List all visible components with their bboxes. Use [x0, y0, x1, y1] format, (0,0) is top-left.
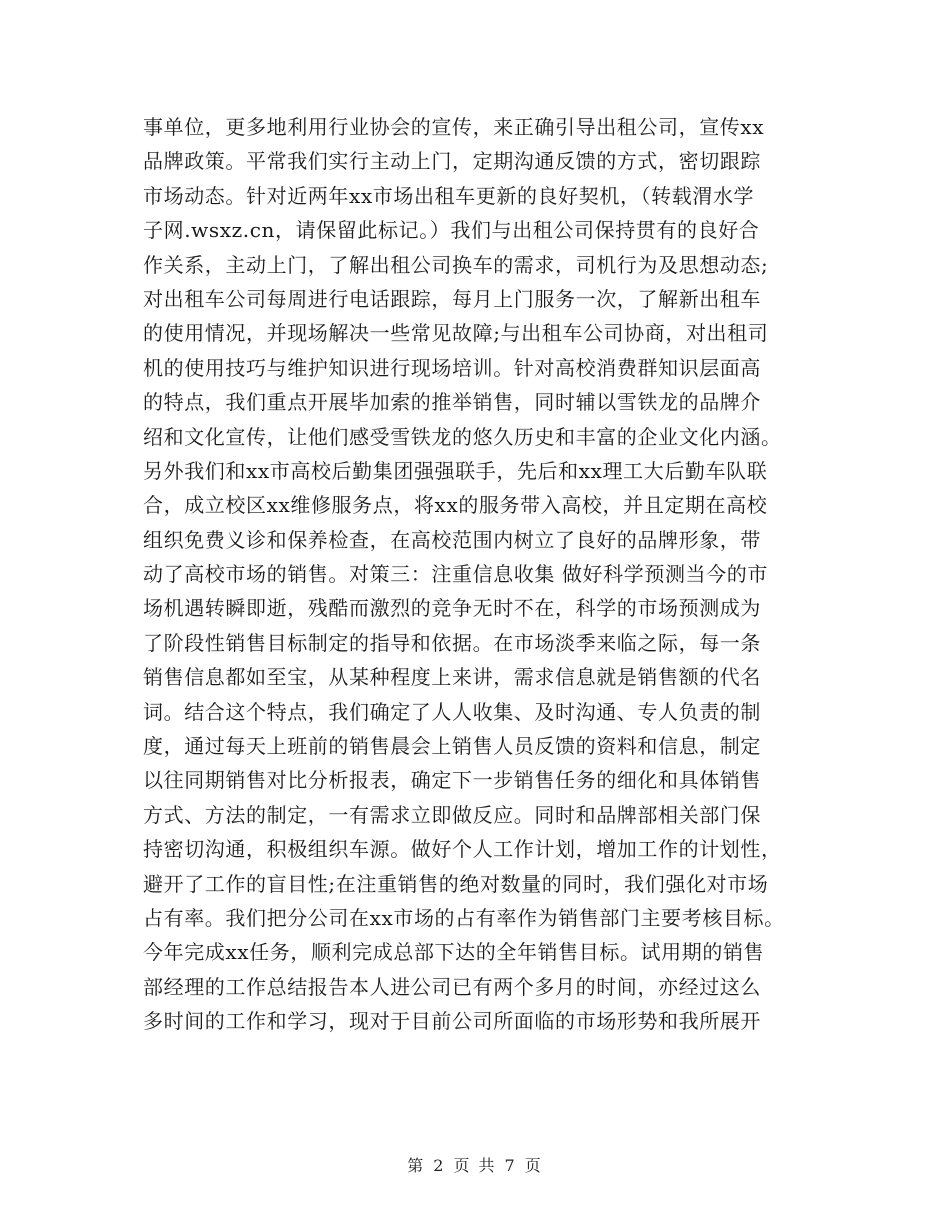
- text-line: 避开了工作的盲目性;在注重销售的绝对数量的同时，我们强化对市场: [143, 871, 769, 896]
- text-line: 市场动态。针对近两年xx市场出租车更新的良好契机，（转载渭水学: [143, 183, 755, 208]
- text-line: 方式、方法的制定，一有需求立即做反应。同时和品牌部相关部门保: [143, 802, 761, 827]
- current-page-number: 2: [433, 1156, 446, 1175]
- text-line: 持密切沟通，积极组织车源。做好个人工作计划，增加工作的计划性，: [143, 837, 782, 862]
- footer-suffix: 页: [524, 1156, 543, 1175]
- text-line: 品牌政策。平常我们实行主动上门，定期沟通反馈的方式，密切跟踪: [143, 149, 761, 174]
- text-line: 度，通过每天上班前的销售晨会上销售人员反馈的资料和信息，制定: [143, 734, 761, 759]
- text-line: 组织免费义诊和保养检查，在高校范围内树立了良好的品牌形象，带: [143, 527, 761, 552]
- text-line: 的使用情况，并现场解决一些常见故障;与出租车公司协商，对出租司: [143, 321, 769, 346]
- text-line: 部经理的工作总结报告本人进公司已有两个多月的时间，亦经过这么: [143, 974, 761, 999]
- footer-middle: 页 共: [453, 1156, 497, 1175]
- text-line: 子网.wsxz.cn，请保留此标记。）我们与出租公司保持贯有的良好合: [143, 218, 760, 243]
- text-line: 另外我们和xx市高校后勤集团强强联手，先后和xx理工大后勤车队联: [143, 458, 768, 483]
- text-line: 对出租车公司每周进行电话跟踪，每月上门服务一次，了解新出租车: [143, 286, 761, 311]
- text-line: 以往同期销售对比分析报表，确定下一步销售任务的细化和具体销售: [143, 768, 761, 793]
- footer-prefix: 第: [407, 1156, 426, 1175]
- text-line: 场机遇转瞬即逝，残酷而激烈的竞争无时不在，科学的市场预测成为: [143, 596, 761, 621]
- text-line: 销售信息都如至宝，从某种程度上来讲，需求信息就是销售额的代名: [143, 665, 761, 690]
- text-line: 多时间的工作和学习，现对于目前公司所面临的市场形势和我所展开: [143, 1009, 761, 1034]
- body-text: [143, 110, 943, 1039]
- text-line: 了阶段性销售目标制定的指导和依据。在市场淡季来临之际，每一条: [143, 630, 761, 655]
- text-line: 词。结合这个特点，我们确定了人人收集、及时沟通、专人负责的制: [143, 699, 761, 724]
- page-number-footer: [0, 1153, 950, 1176]
- text-line: 绍和文化宣传，让他们感受雪铁龙的悠久历史和丰富的企业文化内涵。: [143, 424, 782, 449]
- text-line: 事单位，更多地利用行业协会的宣传，来正确引导出租公司，宣传xx: [143, 115, 765, 139]
- text-line: 动了高校市场的销售。对策三：注重信息收集 做好科学预测当今的市: [143, 562, 768, 587]
- text-line: 机的使用技巧与维护知识进行现场培训。针对高校消费群知识层面高: [143, 355, 761, 380]
- text-line: 的特点，我们重点开展毕加索的推举销售，同时辅以雪铁龙的品牌介: [143, 390, 761, 415]
- text-line: 占有率。我们把分公司在xx市场的占有率作为销售部门主要考核目标。: [143, 905, 785, 930]
- total-page-count: 7: [504, 1156, 517, 1175]
- text-line: 今年完成xx任务，顺利完成总部下达的全年销售目标。试用期的销售: [143, 940, 765, 965]
- text-line: 合，成立校区xx维修服务点，将xx的服务带入高校，并且定期在高校: [143, 493, 768, 518]
- text-line: 作关系，主动上门，了解出租公司换车的需求，司机行为及思想动态;: [143, 252, 769, 277]
